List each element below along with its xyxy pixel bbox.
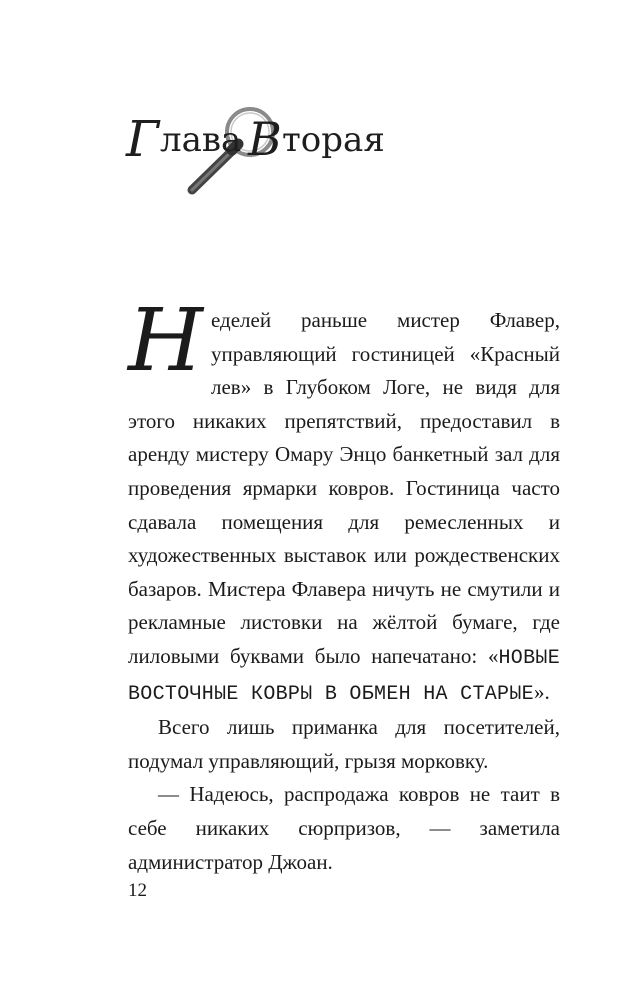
paragraph-1 xyxy=(128,291,560,711)
chapter-title-cap-2: В xyxy=(248,112,282,166)
drop-cap: Н xyxy=(128,291,203,391)
chapter-title-word-2: торая xyxy=(282,120,385,160)
ad-slogan: НОВЫЕ ВОСТОЧНЫЕ КОВРЫ В ОБМЕН НА СТАРЫЕ xyxy=(128,646,560,706)
chapter-title xyxy=(126,100,526,200)
paragraph-1-text: еделей раньше мистер Флавер, управляющий гостиницей «Красный лев» в Глубоком Логе, не видя для этого никаких препятствий, предоставил в аренду мистеру Омару Энцо банкетный зал для проведения ярмарки ковров. Гостиница часто сдавала помещения для ремесленных и художественных выставок или рождественских базаров. Мистера Флавера ничуть не смутили и рекламные листовки на жёлтой бумаге, где лиловыми буквами было напечатано: « xyxy=(128,308,560,668)
body-text xyxy=(128,291,560,879)
chapter-title-cap-1: Г xyxy=(126,110,160,168)
chapter-title-word-1: лава xyxy=(160,120,242,160)
paragraph-3: — Надеюсь, распродажа ковров не таит в себе никаких сюрпризов, — заметила администратор Джоан. xyxy=(128,782,560,874)
page-number: 12 xyxy=(128,880,147,901)
paragraph-1-end: ». xyxy=(533,679,550,704)
paragraph-2: Всего лишь приманка для посетителей, подумал управляющий, грызя морковку. xyxy=(128,715,560,773)
